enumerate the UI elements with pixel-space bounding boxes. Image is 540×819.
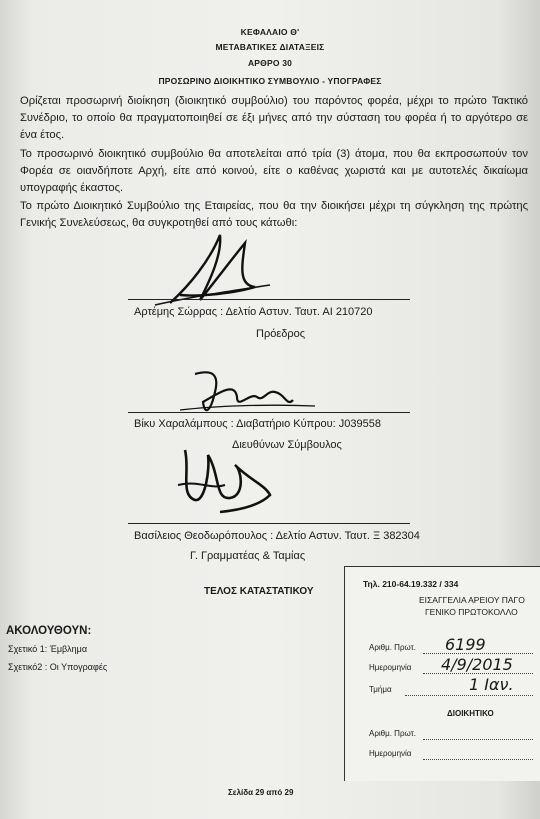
signature-line-3 (128, 523, 410, 524)
end-of-statute-title: ΤΕΛΟΣ ΚΑΤΑΣΤΑΤΙΚΟΥ (204, 586, 314, 597)
article-title: ΠΡΟΣΩΡΙΝΟ ΔΙΟΙΚΗΤΙΚΟ ΣΥΜΒΟΥΛΙΟ - ΥΠΟΓΡΑΦΕΣ (158, 76, 382, 86)
stamp-office-line-1: ΕΙΣΑΓΓΕΛΙΑ ΑΡΕΙΟΥ ΠΑΓΟ (419, 595, 525, 605)
paragraph-1: Ορίζεται προσωρινή διοίκηση (διοικητικό συμβούλιο) του παρόντος φορέα, μέχρι το πρώτο Τακτικό Συνέδριο, το οποίο θα πραγματοποιηθεί σε έξι μήνες από την σύσταση του φορέα ή το αργότερο σε ένα έτος. (20, 95, 528, 141)
signatory-1-details: Αρτέμης Σώρρας : Δελτίο Αστυν. Ταυτ. ΑΙ 210720 (134, 306, 373, 318)
article-heading: ΑΡΘΡΟ 30 (247, 58, 293, 68)
signatory-3-role: Γ. Γραμματέας & Ταμίας (190, 550, 306, 562)
signatory-2-role: Διευθύνων Σύμβουλος (232, 439, 342, 451)
stamp-protocol-label: Αριθμ. Πρωτ. (369, 643, 417, 652)
stamp-date-value: 4/9/2015 (441, 655, 513, 674)
stamp-dept-label: Τμήμα (369, 685, 392, 694)
paragraph-3: Το πρώτο Διοικητικό Συμβούλιο της Εταιρείας, που θα την διοικήσει μέχρι τη σύγκληση της πρώτης Γενικής Συνελεύσεως, θα συγκροτηθεί από τους κάτωθι: (20, 200, 528, 229)
attachment-1: Σχετικό 1: Έμβλημα (8, 644, 88, 654)
signatory-2-details: Βίκυ Χαραλάμπους : Διαβατήριο Κύπρου: J039558 (134, 418, 381, 430)
paragraph-2: Το προσωρινό διοικητικό συμβούλιο θα αποτελείται από τρία (3) άτομα, που θα εκπροσωπούν τον Φορέα σε οιανδήποτε Αρχή, είτε από κοινού, είτε ο καθένας χωριστά και με αυτοτελές δικαίωμα υπογραφής έκαστος. (20, 148, 528, 194)
stamp-admin-title: ΔΙΟΙΚΗΤΙΚΟ (447, 709, 494, 718)
signatory-3-details: Βασίλειος Θεοδωρόπουλος : Δελτίο Αστυν. Ταυτ. Ξ 382304 (134, 530, 420, 542)
stamp-dept-line (405, 695, 533, 696)
stamp-admin-date-label: Ημερομηνία (369, 749, 412, 758)
signature-1 (150, 225, 290, 310)
stamp-protocol-value: 6199 (445, 635, 486, 654)
attachment-2: Σχετικό2 : Οι Υπογραφές (8, 662, 108, 672)
stamp-phone: Τηλ. 210-64.19.332 / 334 (363, 579, 459, 589)
section-heading: ΜΕΤΑΒΑΤΙΚΕΣ ΔΙΑΤΑΞΕΙΣ (215, 42, 325, 52)
signature-line-2 (128, 412, 410, 413)
stamp-admin-date-line (423, 759, 533, 760)
signature-3 (170, 440, 290, 520)
signature-line-1 (128, 299, 410, 300)
stamp-admin-protocol-label: Αριθμ. Πρωτ. (369, 729, 417, 738)
signatory-1-role: Πρόεδρος (256, 328, 306, 340)
registry-stamp (344, 566, 540, 781)
stamp-office-line-2: ΓΕΝΙΚΟ ΠΡΩΤΟΚΟΛΛΟ (425, 607, 518, 617)
chapter-heading: ΚΕΦΑΛΑΙΟ Θ' (240, 27, 300, 37)
stamp-admin-protocol-line (423, 739, 533, 740)
page-number: Σελίδα 29 από 29 (228, 788, 294, 797)
signature-2 (175, 362, 325, 422)
stamp-dept-value: 1 Ιαν. (469, 675, 514, 694)
follow-heading: ΑΚΟΛΟΥΘΟΥΝ: (6, 625, 92, 637)
stamp-date-label: Ημερομηνία (369, 663, 412, 672)
